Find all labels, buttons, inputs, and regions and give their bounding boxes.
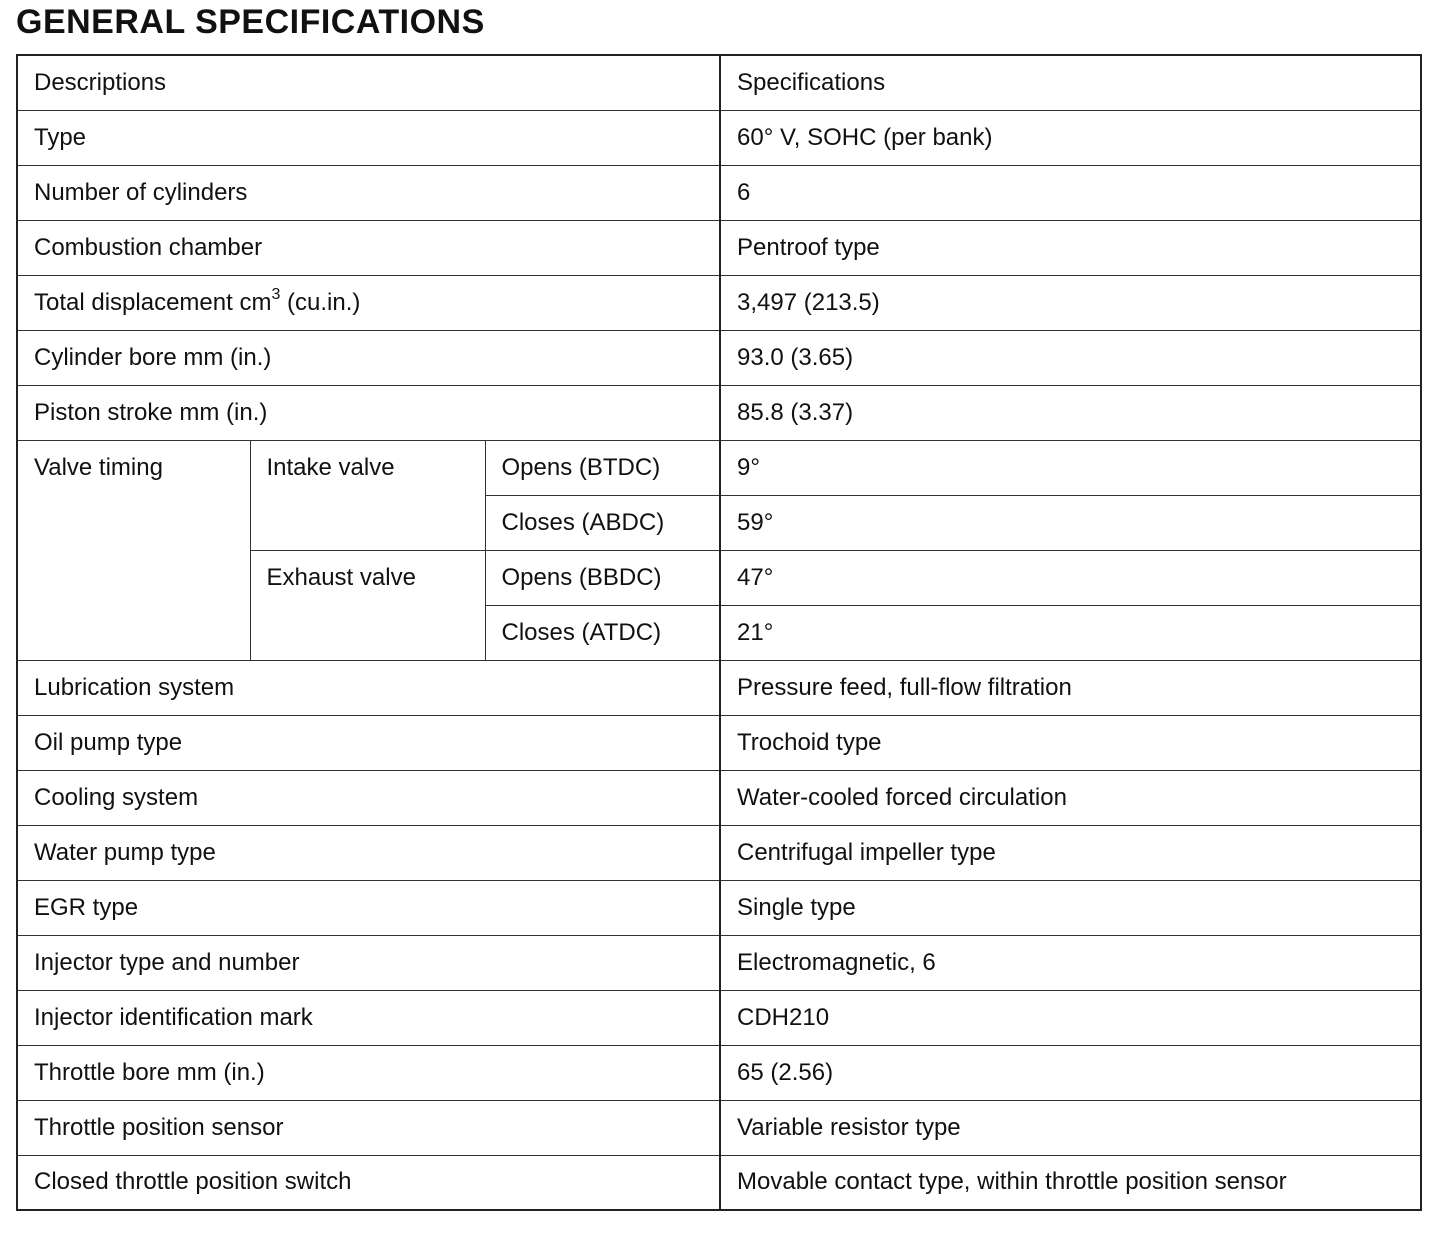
table-row [17, 385, 1421, 440]
row-specification: CDH210 [720, 990, 1421, 1045]
table-row [17, 220, 1421, 275]
row-description: Injector type and number [17, 935, 720, 990]
row-specification: 60° V, SOHC (per bank) [720, 110, 1421, 165]
row-specification: Movable contact type, within throttle position sensor [720, 1155, 1421, 1210]
displacement-label: Total displacement cm [34, 288, 272, 316]
row-description: Oil pump type [17, 715, 720, 770]
specifications-table [16, 54, 1422, 1211]
row-specification: Variable resistor type [720, 1100, 1421, 1155]
intake-opens-value: 9° [720, 440, 1421, 495]
table-row [17, 275, 1421, 330]
exhaust-opens-value: 47° [720, 550, 1421, 605]
row-description: Injector identification mark [17, 990, 720, 1045]
row-description: Number of cylinders [17, 165, 720, 220]
header-descriptions: Descriptions [17, 55, 720, 110]
table-row [17, 660, 1421, 715]
intake-closes-label: Closes (ABDC) [485, 495, 720, 550]
exhaust-opens-label: Opens (BBDC) [485, 550, 720, 605]
row-specification: 85.8 (3.37) [720, 385, 1421, 440]
table-row [17, 110, 1421, 165]
table-row [17, 770, 1421, 825]
row-specification: Centrifugal impeller type [720, 825, 1421, 880]
page-title: GENERAL SPECIFICATIONS [16, 3, 485, 41]
table-row [17, 1100, 1421, 1155]
row-specification: Trochoid type [720, 715, 1421, 770]
row-specification: Single type [720, 880, 1421, 935]
row-description: Throttle position sensor [17, 1100, 720, 1155]
cubic-superscript: 3 [271, 285, 281, 303]
table-row [17, 935, 1421, 990]
table-row [17, 330, 1421, 385]
valve-timing-row [17, 440, 1421, 495]
header-specifications: Specifications [720, 55, 1421, 110]
row-description: Type [17, 110, 720, 165]
intake-closes-value: 59° [720, 495, 1421, 550]
displacement-unit: (cu.in.) [280, 288, 361, 316]
row-description [17, 275, 720, 330]
exhaust-closes-value: 21° [720, 605, 1421, 660]
table-row [17, 880, 1421, 935]
row-specification: Pentroof type [720, 220, 1421, 275]
row-description: Closed throttle position switch [17, 1155, 720, 1210]
row-specification: Pressure feed, full-flow filtration [720, 660, 1421, 715]
row-specification: Water-cooled forced circulation [720, 770, 1421, 825]
row-description: Cooling system [17, 770, 720, 825]
table-row [17, 990, 1421, 1045]
row-description: Throttle bore mm (in.) [17, 1045, 720, 1100]
table-row [17, 1155, 1421, 1210]
row-specification: Electromagnetic, 6 [720, 935, 1421, 990]
row-description: EGR type [17, 880, 720, 935]
row-description: Piston stroke mm (in.) [17, 385, 720, 440]
row-specification: 3,497 (213.5) [720, 275, 1421, 330]
row-specification: 93.0 (3.65) [720, 330, 1421, 385]
table-header-row [17, 55, 1421, 110]
valve-timing-label: Valve timing [17, 440, 250, 660]
exhaust-closes-label: Closes (ATDC) [485, 605, 720, 660]
table-row [17, 165, 1421, 220]
intake-valve-label: Intake valve [250, 440, 485, 550]
table-row [17, 825, 1421, 880]
table-row [17, 715, 1421, 770]
exhaust-valve-label: Exhaust valve [250, 550, 485, 660]
row-specification: 6 [720, 165, 1421, 220]
row-description: Lubrication system [17, 660, 720, 715]
row-description: Combustion chamber [17, 220, 720, 275]
row-description: Water pump type [17, 825, 720, 880]
row-specification: 65 (2.56) [720, 1045, 1421, 1100]
row-description: Cylinder bore mm (in.) [17, 330, 720, 385]
intake-opens-label: Opens (BTDC) [485, 440, 720, 495]
table-row [17, 1045, 1421, 1100]
